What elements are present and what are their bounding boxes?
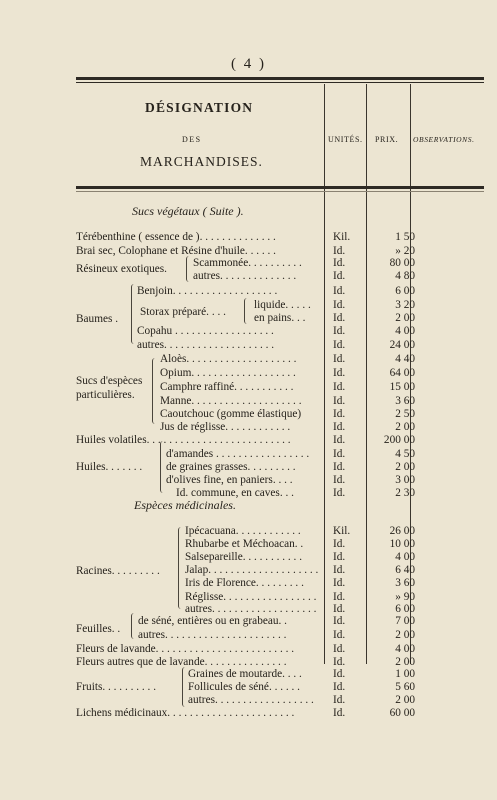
row-unit: Id. [333,681,346,693]
table-row [76,537,421,551]
row-label: Opium. . . . . . . . . . . . . . . . . . . [160,367,296,379]
table-row [76,338,421,352]
row-price: 2 50 [395,408,415,420]
row-unit: Id. [333,353,346,365]
row-price: 2 00 [395,694,415,706]
row-price: 2 30 [395,487,415,499]
table-row [76,352,421,366]
row-price: 6 00 [395,603,415,615]
table-row [76,680,421,694]
row-unit: Id. [333,381,346,393]
row-unit: Id. [333,285,346,297]
row-price: 7 00 [395,615,415,627]
row-label: autres. . . . . . . . . . . . . . [193,270,297,282]
row-price: 1 50 [395,231,415,243]
row-unit: Id. [333,339,346,351]
table-row [76,230,421,244]
row-label: Manne. . . . . . . . . . . . . . . . . . . . [160,395,302,407]
row-label: Id. commune, en caves. . . [176,487,294,499]
row-unit: Id. [333,395,346,407]
table-row [76,460,421,474]
row-label: Copahu . . . . . . . . . . . . . . . . . . [137,325,274,337]
row-label: Salsepareille. . . . . . . . . . . [185,551,303,563]
row-price: 3 60 [395,395,415,407]
table-row [76,614,421,628]
top-rule [76,77,484,80]
row-unit: Id. [333,487,346,499]
row-price: 24 00 [389,339,415,351]
row-unit: Id. [333,448,346,460]
group-resineux: Résineux exotiques. [76,263,167,275]
row-label: Iris de Florence. . . . . . . . . [185,577,304,589]
table-row [76,706,421,720]
row-unit: Id. [333,257,346,269]
table-row [76,420,421,434]
table-row [76,628,421,642]
group-sucs-line1: Sucs d'espèces [76,375,143,387]
row-price: 60 00 [389,707,415,719]
row-label: d'amandes . . . . . . . . . . . . . . . . . [166,448,310,460]
row-price: 15 00 [389,381,415,393]
row-label: de séné, entières ou en grabeau. . [138,615,287,627]
table-row [76,447,421,461]
row-label: Lichens médicinaux. . . . . . . . . . . . . . . . . . . . . . . [76,707,295,719]
row-unit: Id. [333,408,346,420]
row-unit: Id. [333,707,346,719]
table-row [76,324,421,338]
row-label: Camphre raffiné. . . . . . . . . . . [160,381,294,393]
row-unit: Id. [333,577,346,589]
row-unit: Id. [333,245,346,257]
row-price: 4 40 [395,353,415,365]
top-rule-thin [76,82,484,83]
row-price: 3 00 [395,474,415,486]
row-label: Fleurs autres que de lavande. . . . . . . . . . . . . . . [76,656,287,668]
table-row [76,407,421,421]
row-label: Térébenthine ( essence de ). . . . . . . . . . . . . . [76,231,276,243]
row-price: 2 00 [395,656,415,668]
row-unit: Id. [333,434,346,446]
row-label: Réglisse. . . . . . . . . . . . . . . . . [185,591,317,603]
row-price: » 20 [395,245,415,257]
row-unit: Id. [333,312,346,324]
row-unit: Id. [333,656,346,668]
row-price: 5 60 [395,681,415,693]
row-label: Ipécacuana. . . . . . . . . . . . [185,525,301,537]
row-price: 4 00 [395,325,415,337]
row-label: d'olives fine, en paniers. . . . [166,474,293,486]
row-price: 6 00 [395,285,415,297]
row-unit: Id. [333,474,346,486]
table-row [76,284,421,298]
table-row [76,667,421,681]
table-row [76,576,421,590]
table-row [76,269,421,283]
row-price: 64 00 [389,367,415,379]
row-unit: Kil. [333,525,351,537]
row-price: 200 00 [383,434,415,446]
table-row [76,256,421,270]
row-price: 4 50 [395,448,415,460]
row-unit: Id. [333,551,346,563]
row-unit: Id. [333,421,346,433]
row-label: en pains. . . [254,312,306,324]
row-price: 6 40 [395,564,415,576]
row-label: Rhubarbe et Méchoacan. . [185,538,304,550]
header-rule [76,186,484,189]
group-baumes: Baumes . [76,313,119,325]
row-unit: Id. [333,591,346,603]
table-row [76,473,421,487]
page-number: ( 4 ) [231,56,266,72]
table-row [76,486,421,500]
row-label: Jalap. . . . . . . . . . . . . . . . . . . . [185,564,319,576]
row-unit: Id. [333,325,346,337]
row-label: autres. . . . . . . . . . . . . . . . . . . . [137,339,275,351]
row-price: 4 00 [395,643,415,655]
row-price: » 90 [395,591,415,603]
row-unit: Id. [333,603,346,615]
row-unit: Id. [333,564,346,576]
row-unit: Id. [333,629,346,641]
group-feuilles: Feuilles. . [76,623,121,635]
table-row [76,693,421,707]
row-label: autres. . . . . . . . . . . . . . . . . . . [185,603,317,615]
group-racines: Racines. . . . . . . . . [76,565,160,577]
table-row [76,563,421,577]
row-label: Graines de moutarde. . . . [188,668,302,680]
table-row [76,394,421,408]
row-unit: Id. [333,694,346,706]
row-price: 1 00 [395,668,415,680]
group-sucs-line2: particulières. [76,389,135,401]
row-label: Jus de réglisse. . . . . . . . . . . . [160,421,291,433]
header-observations: OBSERVATIONS. [413,135,475,144]
header-designation: DÉSIGNATION [145,100,254,115]
row-unit: Id. [333,668,346,680]
section-especes-medicinales: Espèces médicinales. [134,498,236,512]
row-price: 2 00 [395,312,415,324]
row-label: Fleurs de lavande. . . . . . . . . . . . . . . . . . . . . . . . . [76,643,295,655]
group-fruits: Fruits. . . . . . . . . . [76,681,157,693]
row-label: Scammonée. . . . . . . . . . [193,257,302,269]
header-rule-thin [76,191,484,192]
table-row [76,550,421,564]
row-price: 3 60 [395,577,415,589]
row-unit: Id. [333,538,346,550]
row-unit: Id. [333,270,346,282]
row-price: 10 00 [389,538,415,550]
header-unites: UNITÉS. [328,135,363,144]
row-unit: Id. [333,643,346,655]
row-label: de graines grasses. . . . . . . . . [166,461,296,473]
table-row [76,311,421,325]
group-storax: Storax préparé. . . . [140,306,226,318]
row-price: 26 00 [389,525,415,537]
table-row [76,366,421,380]
header-prix: PRIX. [375,135,399,144]
table-row [76,298,421,312]
row-unit: Id. [333,615,346,627]
row-price: 2 00 [395,629,415,641]
row-label: Benjoin. . . . . . . . . . . . . . . . . . . [137,285,278,297]
row-price: 80 00 [389,257,415,269]
row-unit: Id. [333,299,346,311]
row-unit: Kil. [333,231,351,243]
row-label: Caoutchouc (gomme élastique) [160,408,302,420]
table-row [76,524,421,538]
row-price: 4 00 [395,551,415,563]
row-unit: Id. [333,461,346,473]
row-label: autres. . . . . . . . . . . . . . . . . . . . . . [138,629,287,641]
row-price: 4 80 [395,270,415,282]
table-row [76,433,421,447]
header-des: DES [182,135,202,144]
row-label: Huiles volatiles. . . . . . . . . . . . . . . . . . . . . . . . . . [76,434,291,446]
row-label: Aloès. . . . . . . . . . . . . . . . . . . . [160,353,297,365]
group-huiles: Huiles. . . . . . . [76,461,143,473]
row-label: Brai sec, Colophane et Résine d'huile. . . . . . [76,245,277,257]
row-price: 3 20 [395,299,415,311]
row-price: 2 00 [395,421,415,433]
section-sucs-vegetaux: Sucs végétaux ( Suite ). [132,204,244,218]
table-row [76,642,421,656]
header-marchandises: MARCHANDISES. [140,154,263,169]
row-label: liquide. . . . . [254,299,311,311]
row-label: Follicules de séné. . . . . . [188,681,301,693]
row-label: autres. . . . . . . . . . . . . . . . . . [188,694,314,706]
row-price: 2 00 [395,461,415,473]
table-row [76,380,421,394]
row-unit: Id. [333,367,346,379]
